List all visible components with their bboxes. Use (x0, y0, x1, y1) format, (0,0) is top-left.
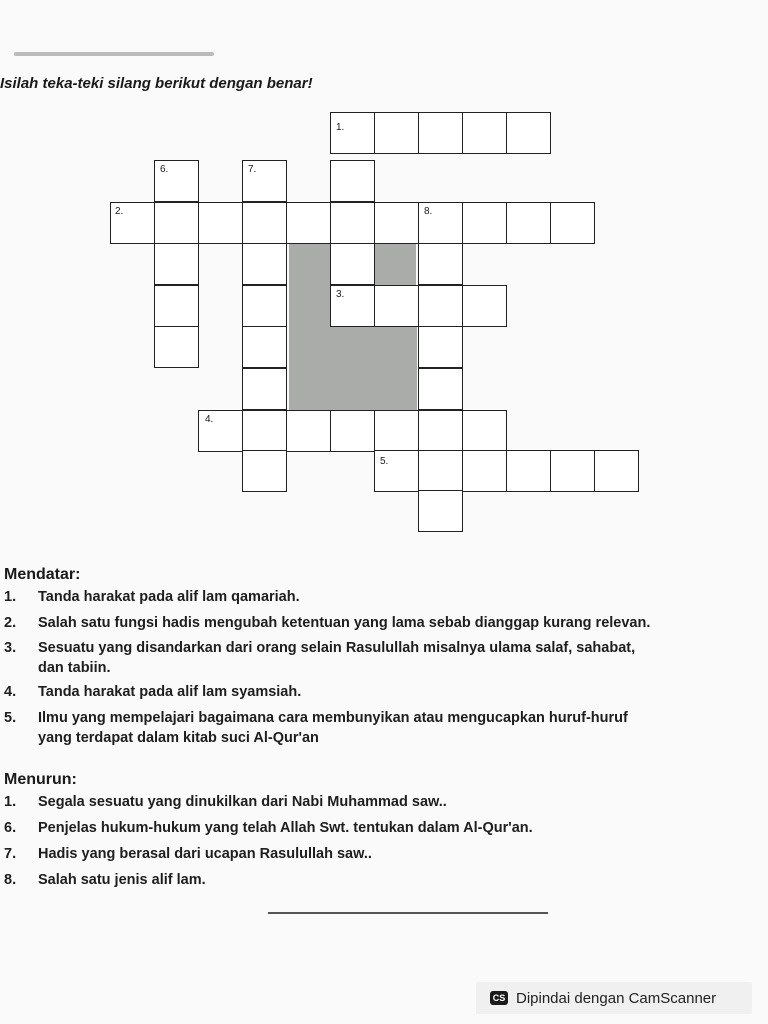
crossword-cell[interactable] (418, 410, 463, 452)
crossword-cell[interactable] (418, 243, 463, 285)
crossword-cell[interactable] (462, 112, 507, 154)
crossword-cell[interactable] (550, 450, 595, 492)
crossword-cell[interactable] (374, 202, 419, 244)
crossword-cell[interactable] (242, 202, 287, 244)
clue-number-6: 6. (160, 164, 169, 175)
list-item: 7. Hadis yang berasal dari ucapan Rasulullah saw.. (4, 846, 372, 862)
crossword-cell[interactable] (506, 202, 551, 244)
crossword-cell[interactable] (198, 202, 243, 244)
crossword-cell[interactable] (330, 202, 375, 244)
list-item: 6. Penjelas hukum-hukum yang telah Allah Swt. tentukan dalam Al-Qur'an. (4, 820, 533, 836)
list-item: 2. Salah satu fungsi hadis mengubah ketentuan yang lama sebab dianggap kurang relevan. (4, 615, 651, 631)
crossword-cell[interactable] (242, 326, 287, 368)
list-item: 8. Salah satu jenis alif lam. (4, 872, 206, 888)
crossword-cell[interactable] (330, 243, 375, 285)
shaded-block-left (289, 243, 331, 410)
clue-number-5: 5. (380, 456, 389, 467)
crossword-cell[interactable] (154, 285, 199, 327)
clue-number-2: 2. (115, 206, 124, 217)
list-item: 1. Tanda harakat pada alif lam qamariah. (4, 589, 300, 605)
list-item: 1. Segala sesuatu yang dinukilkan dari Nabi Muhammad saw.. (4, 794, 447, 810)
crossword-cell[interactable] (374, 112, 419, 154)
crossword-cell[interactable] (594, 450, 639, 492)
instruction-text: Isilah teka-teki silang berikut dengan benar! (0, 75, 313, 92)
crossword-cell[interactable] (418, 450, 463, 492)
clue-number-8: 8. (424, 206, 433, 217)
crossword-cell[interactable] (462, 202, 507, 244)
crossword-cell[interactable] (462, 450, 507, 492)
crossword-cell[interactable] (330, 112, 375, 154)
crossword-cell[interactable] (154, 326, 199, 368)
list-item: 4. Tanda harakat pada alif lam syamsiah. (4, 684, 302, 700)
crossword-cell[interactable] (242, 285, 287, 327)
camscanner-watermark (476, 982, 752, 1014)
shaded-block-right (374, 243, 416, 285)
camscanner-icon: CS (490, 991, 508, 1005)
menurun-heading: Menurun: (4, 771, 77, 788)
crossword-cell[interactable] (462, 285, 507, 327)
crossword-cell[interactable] (550, 202, 595, 244)
clue-number-4: 4. (205, 414, 214, 425)
crossword-cell[interactable] (286, 202, 331, 244)
clue-number-1: 1. (336, 122, 345, 133)
crossword-cell[interactable] (330, 160, 375, 202)
crossword-cell[interactable] (506, 450, 551, 492)
crossword-cell[interactable] (242, 410, 287, 452)
crossword-cell[interactable] (242, 368, 287, 410)
crossword-cell[interactable] (462, 410, 507, 452)
crossword-cell[interactable] (374, 285, 419, 327)
crossword-cell[interactable] (286, 410, 331, 452)
crossword-cell[interactable] (242, 450, 287, 492)
clue-number-7: 7. (248, 164, 257, 175)
crossword-cell[interactable] (418, 368, 463, 410)
crossword-cell[interactable] (506, 112, 551, 154)
crossword-cell[interactable] (374, 410, 419, 452)
bottom-divider (268, 912, 548, 914)
crossword-cell[interactable] (242, 243, 287, 285)
mendatar-heading: Mendatar: (4, 566, 81, 583)
camscanner-label: Dipindai dengan CamScanner (516, 989, 717, 1007)
list-item: 3. Sesuatu yang disandarkan dari orang selain Rasulullah misalnya ulama salaf, sahabat, dan tabiin. (4, 640, 636, 676)
crossword-cell[interactable] (418, 112, 463, 154)
crossword-cell[interactable] (330, 410, 375, 452)
crossword-cell[interactable] (418, 285, 463, 327)
crossword-cell[interactable] (418, 490, 463, 532)
crossword-cell[interactable] (154, 202, 199, 244)
list-item: 5. Ilmu yang mempelajari bagaimana cara membunyikan atau mengucapkan huruf-huruf yang terdapat dalam kitab suci Al-Qur'an (4, 710, 628, 746)
clue-number-3: 3. (336, 289, 345, 300)
crossword-cell[interactable] (154, 243, 199, 285)
crossword-cell[interactable] (418, 326, 463, 368)
shaded-block-bottom (331, 326, 417, 410)
